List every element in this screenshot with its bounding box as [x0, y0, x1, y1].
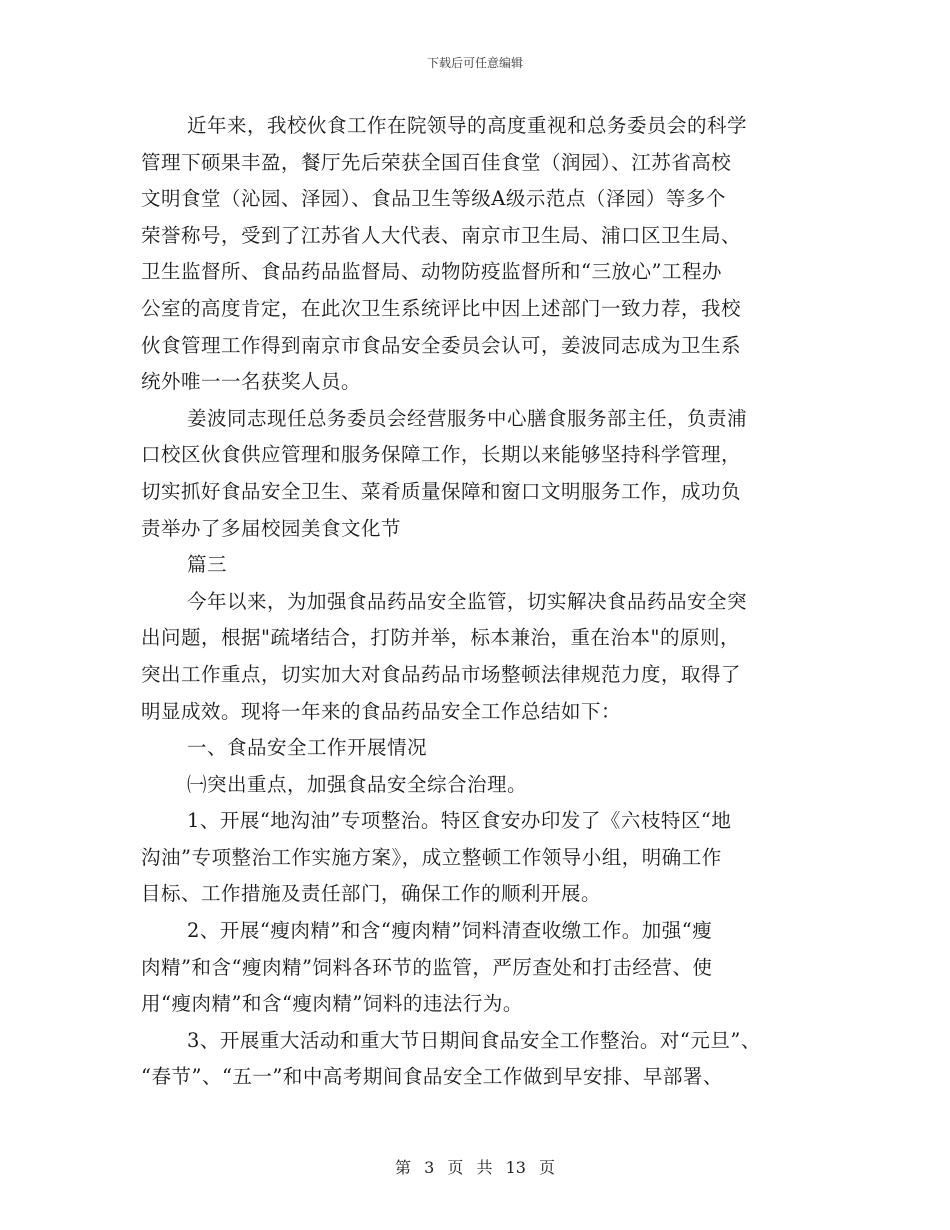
text-line: 突出工作重点，切实加大对食品药品市场整顿法律规范力度，取得了 — [141, 662, 742, 686]
text-line: 目标、工作措施及责任部门，确保工作的顺利开展。 — [141, 882, 602, 906]
document-body — [141, 108, 809, 1096]
text-line: 3、开展重大活动和重大节日期间食品安全工作整治。对“元旦”、 — [187, 1028, 761, 1052]
text-line: 肉精”和含“瘦肉精”饲料各环节的监管，严厉查处和打击经营、使 — [141, 955, 713, 979]
text-line: 责举办了多届校园美食文化节 — [141, 516, 402, 540]
text-line: 伙食管理工作得到南京市食品安全委员会认可，姜波同志成为卫生系 — [141, 333, 742, 357]
total-pages: 13 — [505, 1158, 526, 1177]
text-line: 文明食堂（沁园、泽园）、食品卫生等级A级示范点（泽园）等多个 — [141, 187, 726, 211]
text-line: 明显成效。现将一年来的食品药品安全工作总结如下： — [141, 699, 622, 723]
section-heading: 一、食品安全工作开展情况 — [187, 736, 428, 760]
text-line: 出问题，根据"疏堵结合，打防并举，标本兼治，重在治本"的原则， — [141, 626, 740, 650]
text-line: 卫生监督所、食品药品监督局、动物防疫监督所和“三放心”工程办 — [141, 260, 722, 284]
text-line: 姜波同志现任总务委员会经营服务中心膳食服务部主任，负责浦 — [187, 406, 748, 430]
subsection-heading: ㈠突出重点，加强食品安全综合治理。 — [187, 772, 528, 796]
text-line: 荣誉称号，受到了江苏省人大代表、南京市卫生局、浦口区卫生局、 — [141, 223, 742, 247]
text-line: 切实抓好食品安全卫生、菜肴质量保障和窗口文明服务工作，成功负 — [141, 479, 742, 503]
section-heading: 篇三 — [187, 553, 228, 577]
page-unit: 页 — [447, 1158, 464, 1177]
text-line: 近年来，我校伙食工作在院领导的高度重视和总务委员会的科学 — [187, 114, 748, 137]
text-line: 今年以来，为加强食品药品安全监管，切实解决食品药品安全突 — [187, 589, 748, 613]
page-number: 3 — [424, 1158, 435, 1177]
page-label: 第 — [394, 1158, 411, 1177]
page-footer — [0, 1155, 950, 1178]
text-line: 管理下硕果丰盈，餐厅先后荣获全国百佳食堂（润园）、江苏省高校 — [141, 150, 732, 174]
text-line: 口校区伙食供应管理和服务保障工作，长期以来能够坚持科学管理， — [141, 443, 742, 467]
text-line: 用“瘦肉精”和含“瘦肉精”饲料的违法行为。 — [141, 992, 523, 1016]
text-line: 2、开展“瘦肉精”和含“瘦肉精”饲料清查收缴工作。加强“瘦 — [187, 919, 713, 943]
total-unit: 页 — [539, 1158, 556, 1177]
page-header: 下载后可任意编辑 — [426, 56, 523, 70]
text-line: 沟油”专项整治工作实施方案》，成立整顿工作领导小组，明确工作 — [141, 845, 722, 869]
text-line: 统外唯一一名获奖人员。 — [141, 370, 362, 394]
text-line: 1、开展“地沟油”专项整治。特区食安办印发了《六枝特区“地 — [187, 809, 732, 833]
text-line: 公室的高度肯定，在此次卫生系统评比中因上述部门一致力荐，我校 — [141, 296, 742, 320]
total-label: 共 — [476, 1158, 493, 1177]
text-line: “春节”、“五一”和中高考期间食品安全工作做到早安排、早部署、 — [141, 1065, 723, 1089]
